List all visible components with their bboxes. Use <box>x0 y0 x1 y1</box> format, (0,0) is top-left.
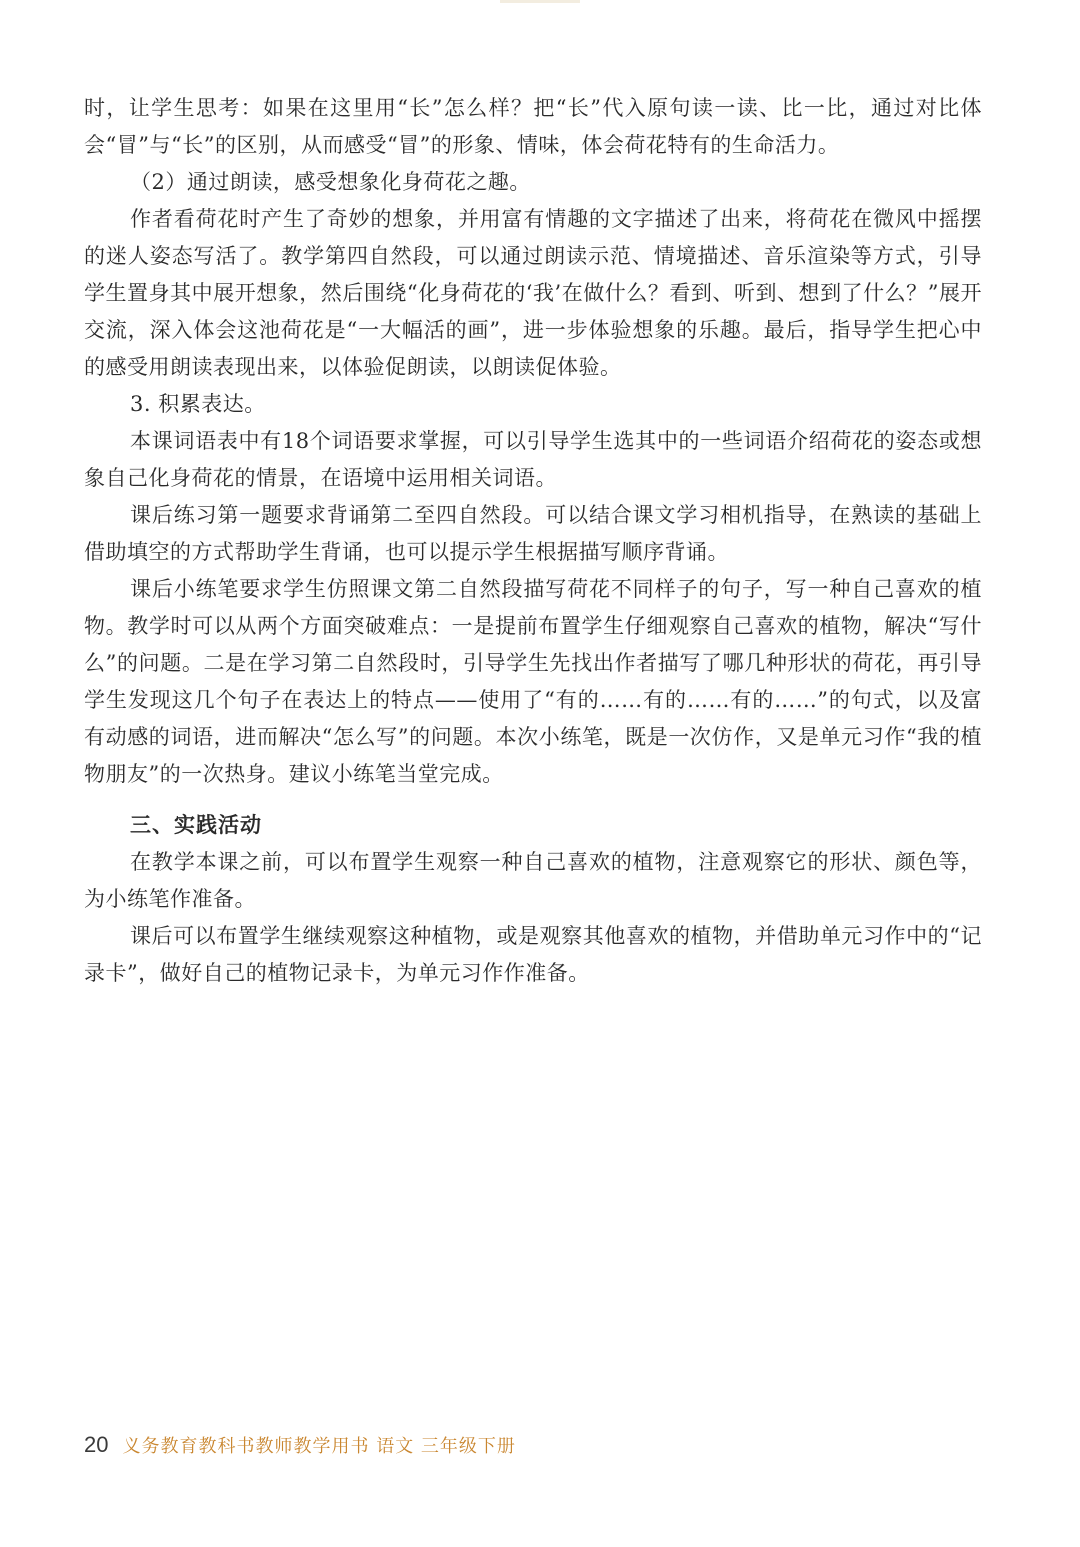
subsection-3-title: 3. 积累表达。 <box>130 392 266 416</box>
paragraph-writing-practice: 课后小练笔要求学生仿照课文第二自然段描写荷花不同样子的句子，写一种自己喜欢的植物。教学时可以从两个方面突破难点：一是提前布置学生仔细观察自己喜欢的植物，解决“写什么”的问题。二是在学习第二自然段时，引导学生先找出作者描写了哪几种形状的荷花，再引导学生发现这几个句子在表达上的特点——使用了“有的……有的……有的……”的句式，以及富有动感的词语，进而解决“怎么写”的问题。本次小练笔，既是一次仿作，又是单元习作“我的植物朋友”的一次热身。建议小练笔当堂完成。 <box>84 577 982 786</box>
body-text <box>84 90 982 992</box>
page-footer <box>84 1432 516 1468</box>
paragraph-continued: 时，让学生思考：如果在这里用“长”怎么样？把“长”代入原句读一读、比一比，通过对比体会“冒”与“长”的区别，从而感受“冒”的形象、情味，体会荷花特有的生命活力。 <box>84 96 982 157</box>
paragraph-before-class: 在教学本课之前，可以布置学生观察一种自己喜欢的植物，注意观察它的形状、颜色等，为小练笔作准备。 <box>84 850 982 911</box>
paragraph-imagination: 作者看荷花时产生了奇妙的想象，并用富有情趣的文字描述了出来，将荷花在微风中摇摆的迷人姿态写活了。教学第四自然段，可以通过朗读示范、情境描述、音乐渲染等方式，引导学生置身其中展开想象，然后围绕“化身荷花的‘我’在做什么？看到、听到、想到了什么？”展开交流，深入体会这池荷花是“一大幅活的画”，进一步体验想象的乐趣。最后，指导学生把心中的感受用朗读表现出来，以体验促朗读，以朗读促体验。 <box>84 207 982 379</box>
scan-mark <box>500 0 580 3</box>
subsection-2-title: （2）通过朗读，感受想象化身荷花之趣。 <box>130 170 531 194</box>
paragraph-after-class: 课后可以布置学生继续观察这种植物，或是观察其他喜欢的植物，并借助单元习作中的“记录卡”，做好自己的植物记录卡，为单元习作作准备。 <box>84 924 982 985</box>
page-number: 20 <box>84 1432 109 1457</box>
paragraph-vocabulary: 本课词语表中有18个词语要求掌握，可以引导学生选其中的一些词语介绍荷花的姿态或想象自己化身荷花的情景，在语境中运用相关词语。 <box>84 429 982 490</box>
paragraph-recitation: 课后练习第一题要求背诵第二至四自然段。可以结合课文学习相机指导，在熟读的基础上借助填空的方式帮助学生背诵，也可以提示学生根据描写顺序背诵。 <box>84 503 982 564</box>
section-heading-practice-activity: 三、实践活动 <box>130 813 262 837</box>
book-title: 义务教育教科书教师教学用书 语文 三年级下册 <box>122 1436 516 1457</box>
